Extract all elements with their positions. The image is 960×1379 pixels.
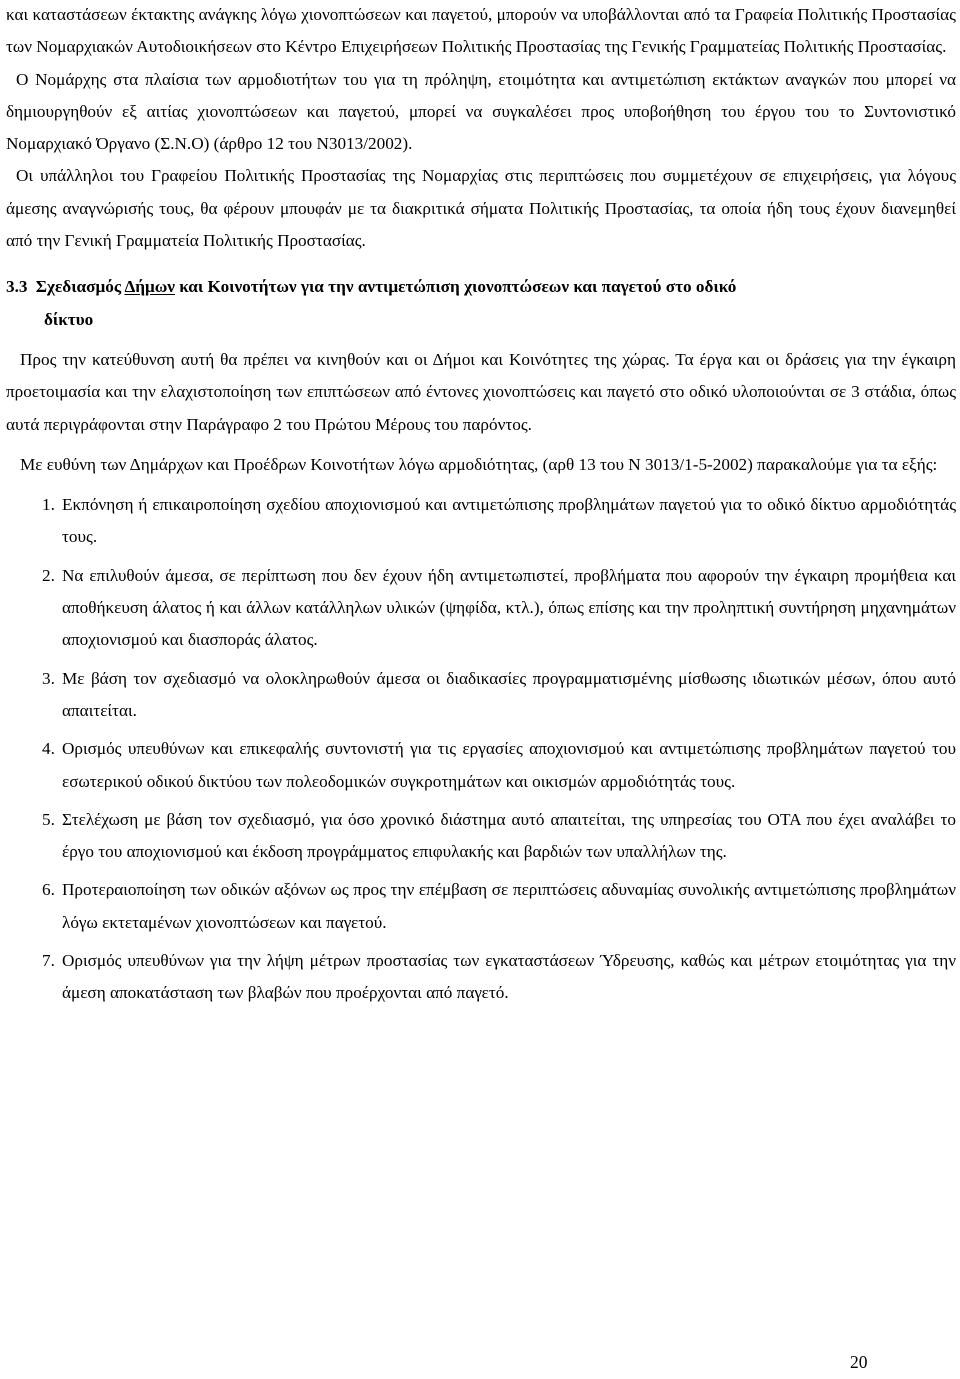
list-item-number: 3.: [42, 668, 55, 688]
document-page: [6, 0, 956, 1016]
list-item-text: Ορισμός υπευθύνων και επικεφαλής συντονιστή για τις εργασίες αποχιονισμού και αντιμετώπισης προβλημάτων παγετού του εσωτερικού οδικού δικτύου των πολεοδομικών συγκροτημάτων και οικισμών αρμοδιότητάς τους.: [62, 739, 956, 791]
page-number: 20: [850, 1352, 868, 1372]
paragraph-efthyni: Με ευθύνη των Δημάρχων και Προέδρων Κοινοτήτων λόγω αρμοδιότητας, (αρθ 13 του Ν 3013/1-5-2002) παρακαλούμε για τα εξής:: [20, 454, 938, 474]
list-item-text: Ορισμός υπευθύνων για την λήψη μέτρων προστασίας των εγκαταστάσεων Ύδρευσης, καθώς και μέτρων ετοιμότητας για την άμεση αποκατάσταση των βλαβών που προέρχονται από παγετό.: [62, 951, 956, 1003]
paragraph-katefthynsi: Προς την κατεύθυνση αυτή θα πρέπει να κινηθούν και οι Δήμοι και Κοινότητες της χώρας. Τα έργα και οι δράσεις για την έγκαιρη προετοιμασία και την ελαχιστοποίηση των επιπτώσεων από έντονες χιονοπτώσεις και παγετό στο οδικό υλοποιούνται σε 3 στάδια, όπως αυτά περιγράφονται στην Παράγραφο 2 του Πρώτου Μέρους του παρόντος.: [6, 349, 956, 434]
list-item-number: 1.: [42, 495, 55, 515]
list-item: [6, 804, 956, 869]
actions-list: [6, 489, 956, 1009]
paragraph-nomarchis: Ο Νομάρχης στα πλαίσια των αρμοδιοτήτων του για τη πρόληψη, ετοιμότητα και αντιμετώπιση εκτάκτων αναγκών που μπορεί να δημιουργηθούν εξ αιτίας χιονοπτώσεων και παγετού, μπορεί να συγκαλέσει προς υποβοήθηση του έργου του το Συντονιστικό Νομαρχιακό Όργανο (Σ.Ν.Ο) (άρθρο 12 του Ν3013/2002).: [6, 69, 956, 154]
list-item-text: Εκπόνηση ή επικαιροποίηση σχεδίου αποχιονισμού και αντιμετώπισης προβλημάτων παγετού για το οδικό δίκτυο αρμοδιότητάς τους.: [62, 495, 956, 547]
list-item-number: 5.: [42, 809, 55, 829]
list-item: [6, 874, 956, 939]
list-item-number: 2.: [42, 565, 55, 585]
list-item: [6, 560, 956, 657]
section-title-underlined: Δήμων: [124, 277, 175, 297]
list-item: [6, 663, 956, 728]
list-item: [6, 489, 956, 554]
section-title-part1: Σχεδιασμός: [35, 277, 125, 297]
list-item-number: 6.: [42, 880, 55, 900]
section-number: 3.3: [6, 277, 28, 297]
list-item: [6, 733, 956, 798]
list-item-text: Με βάση τον σχεδιασμό να ολοκληρωθούν άμεσα οι διαδικασίες προγραμματισμένης μίσθωσης ιδιωτικών μέσων, όπου αυτό απαιτείται.: [62, 668, 956, 720]
section-heading: [6, 271, 956, 336]
list-item-number: 7.: [42, 951, 55, 971]
list-item: [6, 945, 956, 1010]
list-item-text: Προτεραιοποίηση των οδικών αξόνων ως προς την επέμβαση σε περιπτώσεις αδυναμίας συνολικής αντιμετώπισης προβλημάτων λόγω εκτεταμένων χιονοπτώσεων και παγετού.: [62, 880, 956, 932]
paragraph-intro: και καταστάσεων έκτακτης ανάγκης λόγω χιονοπτώσεων και παγετού, μπορούν να υποβάλλονται από τα Γραφεία Πολιτικής Προστασίας των Νομαρχιακών Αυτοδιοικήσεων στο Κέντρο Επιχειρήσεων Πολιτικής Προστασίας της Γενικής Γραμματείας Πολιτικής Προστασίας.: [6, 5, 956, 57]
section-title-part2: και Κοινοτήτων για την αντιμετώπιση χιονοπτώσεων και παγετού στο οδικό: [174, 277, 737, 297]
paragraph-ypalliloi: Οι υπάλληλοι του Γραφείου Πολιτικής Προστασίας της Νομαρχίας στις περιπτώσεις που συμμετέχουν σε επιχειρήσεις, για λόγους άμεσης αναγνώρισής τους, θα φέρουν μπουφάν με τα διακριτικά σήματα Πολιτικής Προστασίας, τα οποία ήδη τους έχουν διανεμηθεί από την Γενική Γραμματεία Πολιτικής Προστασίας.: [6, 166, 956, 251]
list-item-number: 4.: [42, 739, 55, 759]
section-title-continuation: δίκτυο: [44, 309, 94, 329]
list-item-text: Στελέχωση με βάση τον σχεδιασμό, για όσο χρονικό διάστημα αυτό απαιτείται, της υπηρεσίας του ΟΤΑ που έχει αναλάβει το έργο του αποχιονισμού και έκδοση προγράμματος επιφυλακής και βαρδιών των υπαλλήλων της.: [62, 809, 956, 862]
list-item-text: Να επιλυθούν άμεσα, σε περίπτωση που δεν έχουν ήδη αντιμετωπιστεί, προβλήματα που αφορούν την έγκαιρη προμήθεια και αποθήκευση άλατος ή και άλλων κατάλληλων υλικών (ψηφίδα, κτλ.), όπως επίσης και την προληπτική συντήρηση μηχανημάτων αποχιονισμού και διασποράς άλατος.: [62, 565, 956, 650]
